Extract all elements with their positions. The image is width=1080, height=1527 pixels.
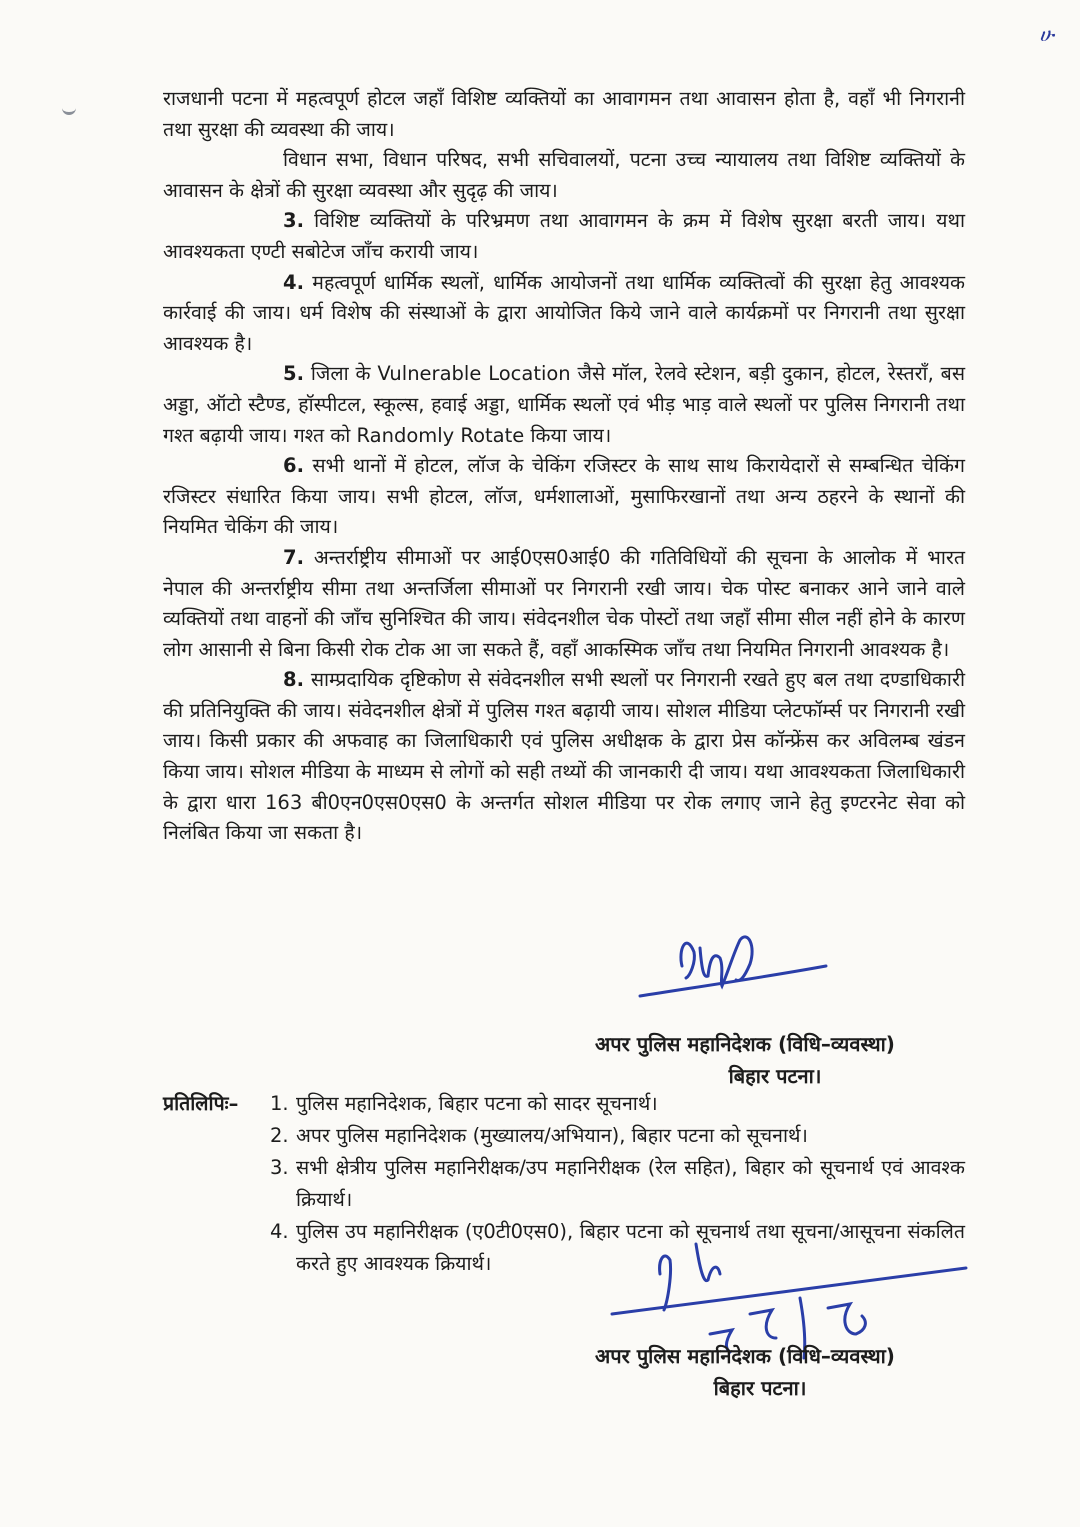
paragraph-text: सभी थानों में होटल, लॉज के चेकिंग रजिस्टर के साथ साथ किरायेदारों से सम्बन्धित चेकिंग रजिस्टर संधारित किया जाय। सभी होटल, लॉज, धर्मशालाओं, मुसाफिरखानों तथा अन्य ठहरने के स्थानों की नियमित चेकिंग की जाय। <box>163 454 965 539</box>
paragraph-1 <box>163 84 965 145</box>
paragraph-text: राजधानी पटना में महत्वपूर्ण होटल जहाँ विशिष्ट व्यक्तियों का आवागमन तथा आवासन होता है, वहाँ भी निगरानी तथा सुरक्षा की व्यवस्था की जाय। <box>163 87 965 141</box>
copy-to-item-text: अपर पुलिस महानिदेशक (मुख्यालय/अभियान), बिहार पटना को सूचनार्थ। <box>296 1124 808 1147</box>
paragraph-2 <box>163 145 965 206</box>
signature-2-designation: अपर पुलिस महानिदेशक (विधि–व्यवस्था) <box>595 1344 895 1368</box>
copy-to-label: प्रतिलिपिः– <box>163 1092 239 1115</box>
paragraph-number: 8. <box>283 668 304 692</box>
copy-to-item-number: 1. <box>270 1092 289 1115</box>
signature-1-place: बिहार पटना। <box>728 1064 822 1088</box>
paragraph-number: 7. <box>283 545 304 569</box>
scan-mark <box>62 102 76 115</box>
copy-to-item <box>270 1152 965 1216</box>
paragraph-number: 4. <box>283 270 304 294</box>
paragraph-6 <box>163 451 965 543</box>
paragraph-number: 6. <box>283 454 304 478</box>
paragraph-5 <box>163 359 965 451</box>
copy-to-item-number: 4. <box>270 1220 289 1243</box>
copy-to-item-number: 3. <box>270 1156 289 1179</box>
paragraph-text: महत्वपूर्ण धार्मिक स्थलों, धार्मिक आयोजनों तथा धार्मिक व्यक्तित्वों की सुरक्षा हेतु आवश्यक कार्रवाई की जाय। धर्म विशेष की संस्थाओं के द्वारा आयोजित किये जाने वाले कार्यक्रमों पर निगरानी तथा सुरक्षा आवश्यक है। <box>163 270 965 355</box>
copy-to-item <box>270 1088 965 1120</box>
copy-to-item-text: पुलिस उप महानिरीक्षक (ए0टी0एस0), बिहार पटना को सूचनार्थ तथा सूचना/आसूचना संकलित करते हुए आवश्यक क्रियार्थ। <box>296 1220 965 1275</box>
signature-1 <box>630 912 840 1012</box>
signature-2-place: बिहार पटना। <box>713 1376 807 1400</box>
paragraph-3 <box>163 206 965 267</box>
paragraph-text: विशिष्ट व्यक्तियों के परिभ्रमण तथा आवागमन के क्रम में विशेष सुरक्षा बरती जाय। यथा आवश्यकता एण्टी सबोटेज जाँच करायी जाय। <box>163 209 965 263</box>
copy-to-item-text: सभी क्षेत्रीय पुलिस महानिरीक्षक/उप महानिरीक्षक (रेल सहित), बिहार को सूचनार्थ एवं आवश्क क्रियार्थ। <box>296 1156 965 1211</box>
paragraph-number: 3. <box>283 209 304 233</box>
copy-to-item-text: पुलिस महानिदेशक, बिहार पटना को सादर सूचनार्थ। <box>296 1092 658 1115</box>
page-number-mark: ሁ <box>1039 22 1054 46</box>
paragraph-7 <box>163 543 965 665</box>
paragraph-text: साम्प्रदायिक दृष्टिकोण से संवेदनशील सभी स्थलों पर निगरानी रखते हुए बल तथा दण्डाधिकारी की प्रतिनियुक्ति की जाय। संवेदनशील क्षेत्रों में पुलिस गश्त बढ़ायी जाय। सोशल मीडिया प्लेटफॉर्म्स पर निगरानी रखी जाय। किसी प्रकार की अफवाह का जिलाधिकारी एवं पुलिस अधीक्षक के द्वारा प्रेस कॉन्फ्रेंस कर अविलम्ब खंडन किया जाय। सोशल मीडिया के माध्यम से लोगों को सही तथ्यों की जानकारी दी जाय। यथा आवश्यकता जिलाधिकारी के द्वारा धारा 163 बी0एन0एस0एस0 के अन्तर्गत सोशल मीडिया पर रोक लगाए जाने हेतु इण्टरनेट सेवा को निलंबित किया जा सकता है। <box>163 668 965 845</box>
paragraph-text: जिला के Vulnerable Location जैसे मॉल, रेलवे स्टेशन, बड़ी दुकान, होटल, रेस्तराँ, बस अड्डा, ऑटो स्टैण्ड, हॉस्पीटल, स्कूल्स, हवाई अड्डा, धार्मिक स्थलों एवं भीड़ भाड़ वाले स्थलों पर पुलिस निगरानी तथा गश्त बढ़ायी जाय। गश्त को Randomly Rotate किया जाय। <box>163 362 966 447</box>
paragraph-text: अन्तर्राष्ट्रीय सीमाओं पर आई0एस0आई0 की गतिविधियों की सूचना के आलोक में भारत नेपाल की अन्तर्राष्ट्रीय सीमा तथा अन्तर्जिला सीमाओं पर निगरानी रखी जाय। चेक पोस्ट बनाकर आने जाने वाले व्यक्तियों तथा वाहनों की जाँच सुनिश्चित की जाय। संवेदनशील चेक पोस्टों तथा जहाँ सीमा सील नहीं होने के कारण लोग आसानी से बिना किसी रोक टोक आ जा सकते हैं, वहाँ आकस्मिक जाँच तथा नियमित निगरानी आवश्यक है। <box>163 545 966 661</box>
copy-to-item <box>270 1120 965 1152</box>
paragraph-text: विधान सभा, विधान परिषद, सभी सचिवालयों, पटना उच्च न्यायालय तथा विशिष्ट व्यक्तियों के आवासन के क्षेत्रों की सुरक्षा व्यवस्था और सुदृढ़ की जाय। <box>163 148 965 202</box>
paragraph-number: 5. <box>283 362 304 386</box>
copy-to-item-number: 2. <box>270 1124 289 1147</box>
paragraph-4 <box>163 268 965 360</box>
paragraph-8 <box>163 665 965 849</box>
signature-1-designation: अपर पुलिस महानिदेशक (विधि–व्यवस्था) <box>595 1032 895 1056</box>
body-text <box>163 84 965 849</box>
